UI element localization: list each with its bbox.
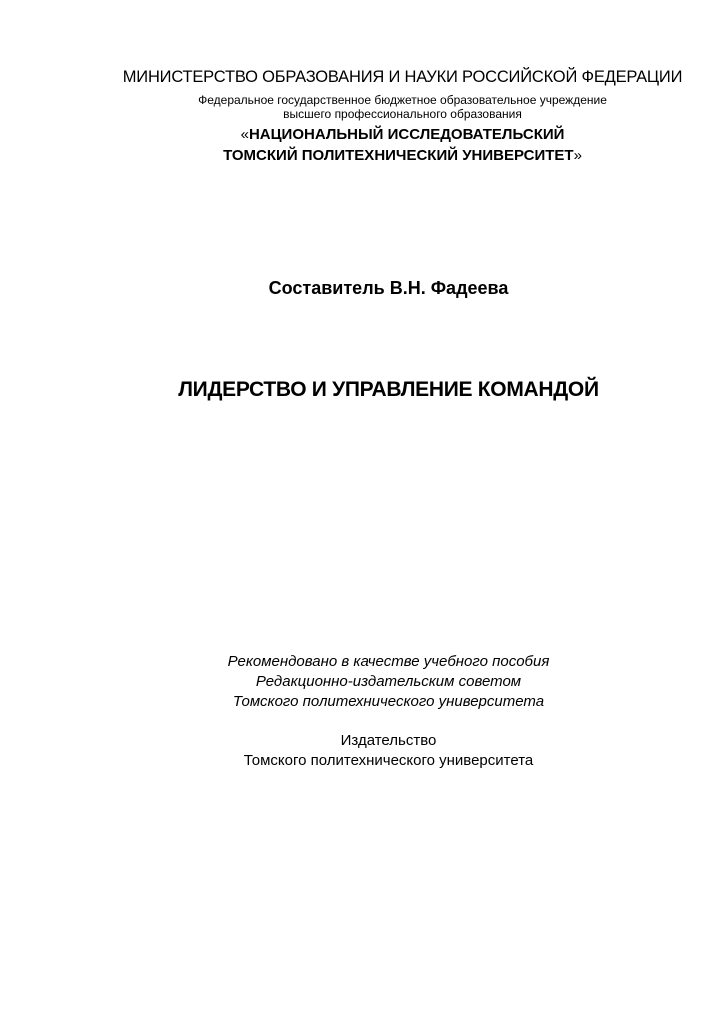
close-quote: »	[573, 147, 582, 164]
document-title: ЛИДЕРСТВО И УПРАВЛЕНИЕ КОМАНДОЙ	[178, 378, 599, 401]
institution-type-line-2: высшего профессионального образования	[283, 107, 522, 121]
institution-type-line-1: Федеральное государственное бюджетное образовательное учреждение	[198, 93, 607, 107]
ministry-name: МИНИСТЕРСТВО ОБРАЗОВАНИЯ И НАУКИ РОССИЙСКОЙ ФЕДЕРАЦИИ	[122, 68, 683, 86]
publisher-line-2: Томского политехнического университета	[243, 752, 534, 769]
open-quote: «	[240, 126, 249, 143]
recommendation-line-2: Редакционно-издательским советом	[255, 673, 522, 690]
university-name-part-2: ТОМСКИЙ ПОЛИТЕХНИЧЕСКИЙ УНИВЕРСИТЕТ	[223, 147, 574, 164]
university-name-line-2	[40, 148, 725, 163]
recommendation-line-1: Рекомендовано в качестве учебного пособия	[227, 653, 550, 670]
recommendation-line-3: Томского политехнического университета	[232, 693, 545, 710]
university-name-part-1: НАЦИОНАЛЬНЫЙ ИССЛЕДОВАТЕЛЬСКИЙ	[248, 126, 565, 143]
publisher-line-1: Издательство	[340, 732, 437, 749]
university-name-line-1	[40, 127, 725, 142]
author: Составитель В.Н. Фадеева	[268, 278, 509, 298]
